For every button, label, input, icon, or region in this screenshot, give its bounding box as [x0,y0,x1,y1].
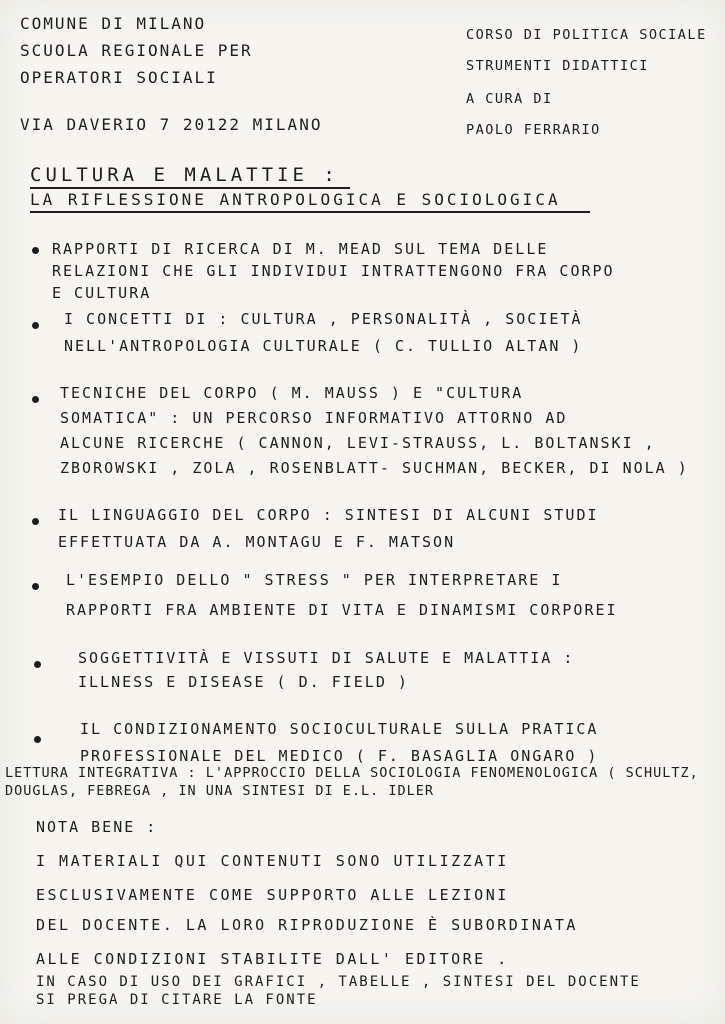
list-item-line: IL LINGUAGGIO DEL CORPO : SINTESI DI ALCUNI STUDI [58,506,599,524]
header-left-line-1: COMUNE DI MILANO [20,14,207,33]
header-left-line-2: SCUOLA REGIONALE PER [20,41,253,60]
note-line: I MATERIALI QUI CONTENUTI SONO UTILIZZATI [36,852,509,870]
list-item-line: E CULTURA [52,284,152,302]
page-subtitle: LA RIFLESSIONE ANTROPOLOGICA E SOCIOLOGICA [30,190,561,209]
list-item [80,716,598,769]
list-item-line: NELL'ANTROPOLOGIA CULTURALE ( C. TULLIO ALTAN ) [64,337,583,355]
header-right-line-4: PAOLO FERRARIO [466,122,601,138]
list-item [66,567,618,623]
supplementary-reading-line-1: LETTURA INTEGRATIVA : L'APPROCCIO DELLA SOCIOLOGIA FENOMENOLOGICA ( SCHULTZ, [5,765,699,781]
header-left-line-3: OPERATORI SOCIALI [20,68,218,87]
header-right-line-3: A CURA DI [466,91,553,107]
list-item-line: IL CONDIZIONAMENTO SOCIOCULTURALE SULLA PRATICA [80,720,599,738]
supplementary-reading [5,764,699,800]
list-item-line: RAPPORTI FRA AMBIENTE DI VITA E DINAMISMI CORPOREI [66,601,618,619]
list-item-line: ZBOROWSKI , ZOLA , ROSENBLATT- SUCHMAN, BECKER, DI NOLA ) [60,459,689,477]
list-item-line: I CONCETTI DI : CULTURA , PERSONALITÀ , SOCIETÀ [64,310,583,328]
note-body [36,852,641,1010]
bullet-icon [32,322,39,329]
bullet-icon [34,736,41,743]
header-left [20,10,322,138]
note-line: ESCLUSIVAMENTE COME SUPPORTO ALLE LEZIONI [36,886,509,904]
header-right-line-1: CORSO DI POLITICA SOCIALE [466,27,707,43]
list-item-line: PROFESSIONALE DEL MEDICO ( F. BASAGLIA ONGARO ) [80,747,599,765]
list-item [78,645,574,695]
bullet-icon [32,583,39,590]
header-right [466,20,707,146]
title-underline [30,187,350,189]
note-line: IN CASO DI USO DEI GRAFICI , TABELLE , SINTESI DEL DOCENTE [36,974,641,990]
list-item-line: EFFETTUATA DA A. MONTAGU E F. MATSON [58,533,456,551]
header-left-address: VIA DAVERIO 7 20122 MILANO [20,115,323,134]
bullet-icon [32,518,39,525]
page-title: CULTURA E MALATTIE : [30,164,339,186]
header-right-line-2: STRUMENTI DIDATTICI [466,58,649,74]
list-item-line: RAPPORTI DI RICERCA DI M. MEAD SUL TEMA DELLE [52,240,549,258]
list-item [52,236,615,306]
bullet-icon [32,396,39,403]
list-item-line: RELAZIONI CHE GLI INDIVIDUI INTRATTENGONO FRA CORPO [52,262,615,280]
list-item-line: TECNICHE DEL CORPO ( M. MAUSS ) E "CULTURA [60,384,524,402]
note-line: ALLE CONDIZIONI STABILITE DALL' EDITORE . [36,950,509,968]
list-item-line: ILLNESS E DISEASE ( D. FIELD ) [78,673,409,691]
subtitle-underline [30,211,590,213]
list-item [58,502,599,555]
list-item [64,306,582,359]
list-item-line: L'ESEMPIO DELLO " STRESS " PER INTERPRETARE I [66,571,563,589]
note-line: SI PREGA DI CITARE LA FONTE [36,992,318,1008]
list-item-line: SOGGETTIVITÀ E VISSUTI DI SALUTE E MALATTIA : [78,649,575,667]
list-item [60,380,689,481]
note-title: NOTA BENE : [36,818,158,836]
note-line: DEL DOCENTE. LA LORO RIPRODUZIONE È SUBORDINATA [36,916,578,934]
list-item-line: ALCUNE RICERCHE ( CANNON, LEVI-STRAUSS, L. BOLTANSKI , [60,434,656,452]
bullet-icon [32,247,39,254]
list-item-line: SOMATICA" : UN PERCORSO INFORMATIVO ATTORNO AD [60,409,568,427]
bullet-icon [34,661,41,668]
supplementary-reading-line-2: DOUGLAS, FEBREGA , IN UNA SINTESI DI E.L. IDLER [5,783,435,799]
